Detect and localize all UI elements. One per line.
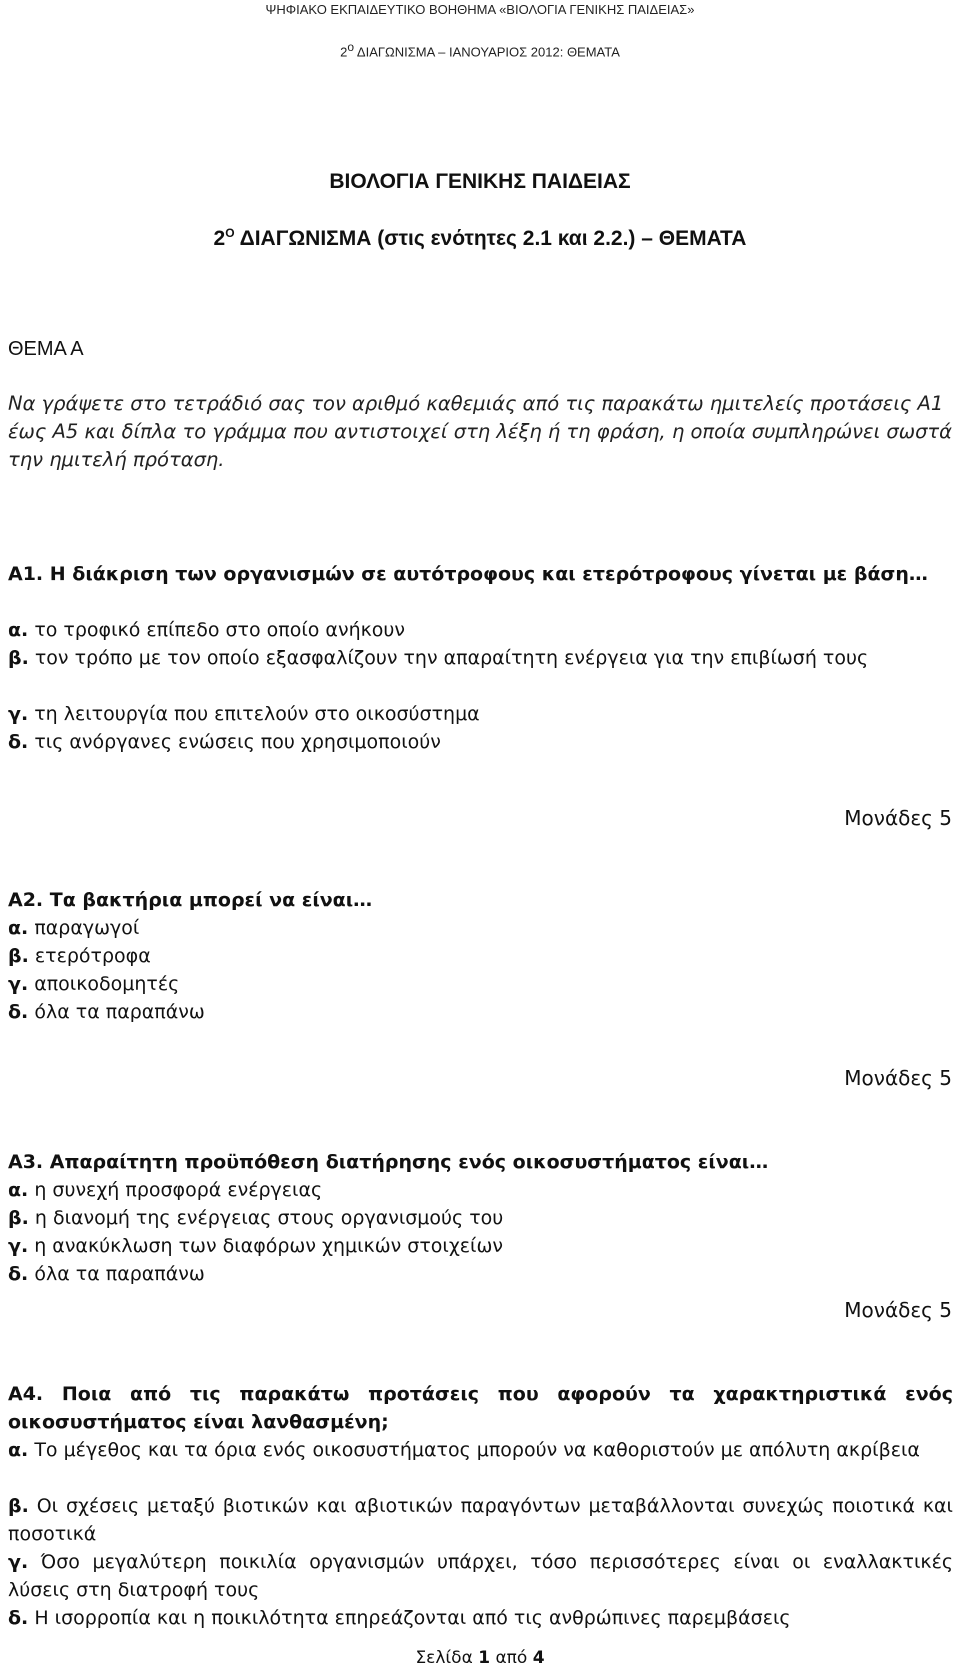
section-instructions: Να γράψετε στο τετράδιό σας τον αριθμό καθεμιάς από τις παρακάτω ημιτελείς προτάσεις Α1 έως Α5 και δίπλα το γράμμα που αντιστοιχεί στη λέξη ή τη φράση, η οποία συμπληρώνει σωστά την ημιτελή πρόταση.: [8, 392, 953, 471]
option-item: [8, 998, 953, 1026]
option-item: [8, 914, 953, 942]
option-item: [8, 942, 953, 970]
header-exam-sup: ο: [347, 40, 354, 54]
option-text: η διανομή της ενέργειας στους οργανισμούς του: [28, 1207, 504, 1229]
option-letter: α.: [8, 619, 29, 641]
option-text: παραγωγοί: [28, 917, 140, 939]
footer-page-number: 1: [478, 1648, 491, 1668]
option-letter: α.: [8, 917, 29, 939]
option-letter: δ.: [8, 1607, 29, 1629]
option-item: [8, 700, 953, 728]
exam-number: 2: [213, 227, 226, 250]
option-text: Οι σχέσεις μεταξύ βιοτικών και αβιοτικών παραγόντων μεταβάλλονται συνεχώς ποιοτικά και ποσοτικά: [8, 1495, 953, 1545]
option-item: [8, 1176, 953, 1204]
question-text: Η διάκριση των οργανισμών σε αυτότροφους και ετερότροφους γίνεται με βάση…: [43, 563, 928, 585]
option-letter: δ.: [8, 731, 29, 753]
option-letter: γ.: [8, 703, 29, 725]
option-text: τη λειτουργία που επιτελούν στο οικοσύστημα: [28, 703, 480, 725]
exam-title-text: ΔΙΑΓΩΝΙΣΜΑ (στις ενότητες 2.1 και 2.2.) – ΘΕΜΑΤΑ: [234, 227, 747, 250]
option-item: [8, 1492, 953, 1548]
option-item: [8, 1204, 953, 1232]
option-item: [8, 970, 953, 998]
option-letter: γ.: [8, 973, 29, 995]
option-item: [8, 616, 953, 644]
option-letter: γ.: [8, 1235, 29, 1257]
question-label: Α1.: [8, 563, 44, 585]
option-text: Όσο μεγαλύτερη ποικιλία οργανισμών υπάρχει, τόσο περισσότερες είναι οι εναλλακτικές λύσεις στη διατροφή τους: [8, 1551, 953, 1601]
footer-total-pages: 4: [532, 1648, 545, 1668]
question-a1: [8, 560, 953, 588]
exam-number-sup: Ο: [225, 226, 235, 240]
option-item: [8, 644, 953, 672]
question-label: Α3.: [8, 1151, 44, 1173]
option-letter: β.: [8, 945, 29, 967]
option-text: Η ισορροπία και η ποικιλότητα επηρεάζονται από τις ανθρώπινες παρεμβάσεις: [28, 1607, 791, 1629]
footer-mid: από: [490, 1648, 533, 1668]
running-header-title: ΨΗΦΙΑΚΟ ΕΚΠΑΙΔΕΥΤΙΚΟ ΒΟΗΘΗΜΑ «ΒΙΟΛΟΓΙΑ ΓΕΝΙΚΗΣ ΠΑΙΔΕΙΑΣ»: [265, 2, 695, 17]
option-text: όλα τα παραπάνω: [28, 1001, 205, 1023]
option-letter: β.: [8, 1207, 29, 1229]
option-text: αποικοδομητές: [28, 973, 180, 995]
option-text: Το μέγεθος και τα όρια ενός οικοσυστήματος μπορούν να καθοριστούν με απόλυτη ακρίβεια: [28, 1439, 920, 1461]
page-footer: [0, 1648, 960, 1668]
question-text: Απαραίτητη προϋπόθεση διατήρησης ενός οικοσυστήματος είναι…: [43, 1151, 769, 1173]
option-item: [8, 1260, 953, 1288]
option-letter: β.: [8, 647, 29, 669]
option-letter: δ.: [8, 1263, 29, 1285]
question-a2: [8, 886, 953, 914]
section-heading: ΘΕΜΑ Α: [8, 338, 84, 360]
question-text: Ποια από τις παρακάτω προτάσεις που αφορούν τα χαρακτηριστικά ενός οικοσυστήματος είναι λανθασμένη;: [8, 1383, 953, 1433]
option-text: το τροφικό επίπεδο στο οποίο ανήκουν: [28, 619, 406, 641]
option-item: [8, 728, 953, 756]
option-letter: β.: [8, 1495, 29, 1517]
option-text: η ανακύκλωση των διαφόρων χημικών στοιχείων: [28, 1235, 504, 1257]
option-item: [8, 1232, 953, 1260]
option-letter: γ.: [8, 1551, 29, 1573]
question-a3: [8, 1148, 953, 1176]
question-label: Α2.: [8, 889, 44, 911]
footer-prefix: Σελίδα: [415, 1648, 479, 1668]
option-item: [8, 1436, 953, 1464]
option-letter: α.: [8, 1439, 29, 1461]
document-subject-title: ΒΙΟΛΟΓΙΑ ΓΕΝΙΚΗΣ ΠΑΙΔΕΙΑΣ: [329, 170, 631, 193]
option-letter: α.: [8, 1179, 29, 1201]
option-item: [8, 1548, 953, 1604]
option-text: όλα τα παραπάνω: [28, 1263, 205, 1285]
option-letter: δ.: [8, 1001, 29, 1023]
running-header-subtitle: [0, 40, 960, 59]
header-exam-text: ΔΙΑΓΩΝΙΣΜΑ – ΙΑΝΟΥΑΡΙΟΣ 2012: ΘΕΜΑΤΑ: [354, 44, 620, 60]
option-item: [8, 1604, 953, 1632]
question-text: Τα βακτήρια μπορεί να είναι…: [43, 889, 373, 911]
question-a4: [8, 1380, 953, 1436]
option-text: τις ανόργανες ενώσεις που χρησιμοποιούν: [28, 731, 441, 753]
points-label: Μονάδες 5: [844, 1066, 952, 1090]
option-text: η συνεχή προσφορά ενέργειας: [28, 1179, 323, 1201]
document-exam-title: [0, 226, 960, 251]
option-text: τον τρόπο με τον οποίο εξασφαλίζουν την απαραίτητη ενέργεια για την επιβίωσή τους: [28, 647, 869, 669]
question-label: Α4.: [8, 1383, 44, 1405]
points-label: Μονάδες 5: [844, 806, 952, 830]
points-label: Μονάδες 5: [844, 1298, 952, 1322]
header-exam-number: 2: [340, 44, 348, 60]
option-text: ετερότροφα: [28, 945, 151, 967]
